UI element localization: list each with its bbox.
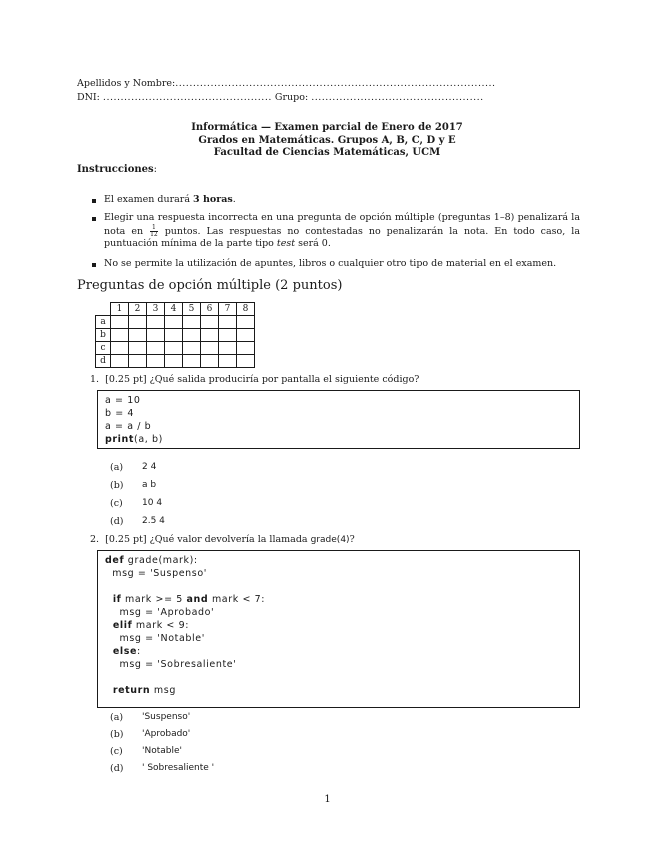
option-a[interactable]: (a) 2 4 bbox=[110, 462, 157, 473]
grid-col-header: 6 bbox=[201, 303, 219, 316]
bullet-icon bbox=[92, 217, 96, 221]
grid-row-header: b bbox=[96, 329, 111, 342]
answer-grid bbox=[95, 302, 255, 368]
dni-line bbox=[77, 92, 577, 103]
dni-dots: ................................................ bbox=[102, 92, 272, 103]
name-label: Apellidos y Nombre: bbox=[77, 78, 176, 89]
option-b[interactable]: (b) 'Aprobado' bbox=[110, 729, 191, 740]
name-line bbox=[77, 78, 577, 89]
option-d[interactable]: (d) 2.5 4 bbox=[110, 516, 165, 527]
answer-cell[interactable] bbox=[129, 316, 147, 329]
code-listing: def grade(mark): msg = 'Suspenso' if mark >= 5 and mark < 7: msg = 'Aprobado' elif mark < 9: msg = 'Notable' else: msg = 'Sobresaliente' return msg bbox=[105, 555, 266, 696]
answer-cell[interactable] bbox=[219, 355, 237, 368]
option-c[interactable]: (c) 10 4 bbox=[110, 498, 163, 509]
grid-col-header: 3 bbox=[147, 303, 165, 316]
answer-cell[interactable] bbox=[201, 329, 219, 342]
question-2: 2. [0.25 pt] ¿Qué valor devolvería la llamada grade(4)? bbox=[90, 534, 355, 545]
instructions-heading: Instrucciones: bbox=[77, 164, 158, 175]
answer-cell[interactable] bbox=[111, 355, 129, 368]
answer-cell[interactable] bbox=[111, 316, 129, 329]
answer-cell[interactable] bbox=[237, 355, 255, 368]
title-line-3: Facultad de Ciencias Matemáticas, UCM bbox=[213, 147, 441, 158]
grid-col-header: 8 bbox=[237, 303, 255, 316]
bullet-icon bbox=[92, 199, 96, 203]
answer-cell[interactable] bbox=[183, 316, 201, 329]
answer-cell[interactable] bbox=[183, 355, 201, 368]
answer-cell[interactable] bbox=[201, 342, 219, 355]
answer-cell[interactable] bbox=[201, 316, 219, 329]
bullet-icon bbox=[92, 263, 96, 267]
grid-col-header: 7 bbox=[219, 303, 237, 316]
grid-col-header: 5 bbox=[183, 303, 201, 316]
fraction: $\frac{1}{12}$ bbox=[150, 223, 158, 238]
option-b[interactable]: (b) a b bbox=[110, 480, 157, 491]
code-listing: a = 10 b = 4 a = a / b print(a, b) bbox=[105, 395, 163, 445]
option-a[interactable]: (a) 'Suspenso' bbox=[110, 712, 191, 723]
answer-cell[interactable] bbox=[219, 342, 237, 355]
code-block-2 bbox=[97, 550, 580, 708]
answer-cell[interactable] bbox=[183, 342, 201, 355]
option-d[interactable]: (d) ' Sobresaliente ' bbox=[110, 763, 215, 774]
group-label: Grupo: bbox=[274, 92, 309, 103]
answer-cell[interactable] bbox=[237, 329, 255, 342]
answer-cell[interactable] bbox=[111, 329, 129, 342]
exam-page: Apellidos y Nombre:........................................................................................... DNI: ................................................ Grupo: ................................................. Informática — Examen parcial de Enero de 2017 Grados en Matemáticas. Grupos A, B, C, D y E Facultad de Ciencias Matemáticas, UCM Instrucciones: El examen durará 3 horas. Elegir una respuesta incorrecta en una pregunta de opción múltiple (preguntas 1–8) penalizará la nota en $\frac{1}{12}$ puntos. Las respuestas no contestadas no penalizarán la nota. En todo caso, la puntuación mínima de la parte tipo test será 0. No se permite la utilización de apuntes, libros o cualquier otro tipo de material en el examen. Preguntas de opción múltiple (2 puntos) 1 2 3 4 5 6 7 8 a b c d 1. [0.25 pt] ¿Qué salida produciría por pantalla el siguiente código? a = 10 b = 4 a = a / b print(a, b) (a) 2 4 (b) a b (c) 10 4 (d) 2.5 4 2. [0.25 pt] ¿Qué valor devolvería la llamada grade(4)? def grade(mark): msg = 'Suspenso' if mark >= 5 and mark < 7: msg = 'Aprobado' elif mark < 9: msg = 'Notable' else: msg = 'Sobresaliente' return msg (a) 'Suspenso' (b) 'Aprobado' (c) 'Notable' (d) ' Sobresaliente ' 1 bbox=[0, 0, 655, 848]
grid-row-header: c bbox=[96, 342, 111, 355]
answer-cell[interactable] bbox=[237, 342, 255, 355]
question-1: 1. [0.25 pt] ¿Qué salida produciría por pantalla el siguiente código? bbox=[90, 374, 420, 385]
title-line-1: Informática — Examen parcial de Enero de 2017 bbox=[191, 122, 463, 133]
answer-cell[interactable] bbox=[147, 355, 165, 368]
title-line-2: Grados en Matemáticas. Grupos A, B, C, D y E bbox=[198, 134, 456, 146]
answer-cell[interactable] bbox=[237, 316, 255, 329]
section-title: Preguntas de opción múltiple (2 puntos) bbox=[77, 278, 343, 293]
code-block-1 bbox=[97, 390, 580, 449]
answer-cell[interactable] bbox=[111, 342, 129, 355]
answer-cell[interactable] bbox=[129, 355, 147, 368]
dni-label: DNI: bbox=[77, 92, 100, 103]
answer-cell[interactable] bbox=[201, 355, 219, 368]
grid-row-header: a bbox=[96, 316, 111, 329]
answer-cell[interactable] bbox=[165, 342, 183, 355]
answer-cell[interactable] bbox=[165, 329, 183, 342]
answer-cell[interactable] bbox=[147, 329, 165, 342]
grid-col-header: 1 bbox=[111, 303, 129, 316]
grid-row-header: d bbox=[96, 355, 111, 368]
answer-cell[interactable] bbox=[165, 316, 183, 329]
grid-col-header: 2 bbox=[129, 303, 147, 316]
answer-cell[interactable] bbox=[129, 329, 147, 342]
answer-cell[interactable] bbox=[183, 329, 201, 342]
option-c[interactable]: (c) 'Notable' bbox=[110, 746, 182, 757]
answer-cell[interactable] bbox=[129, 342, 147, 355]
answer-cell[interactable] bbox=[147, 316, 165, 329]
exam-title bbox=[77, 122, 577, 160]
answer-cell[interactable] bbox=[219, 329, 237, 342]
group-dots: ................................................. bbox=[311, 92, 484, 103]
answer-cell[interactable] bbox=[165, 355, 183, 368]
name-dots: ........................................................................................... bbox=[175, 78, 496, 89]
answer-cell[interactable] bbox=[147, 342, 165, 355]
page-number: 1 bbox=[324, 794, 331, 805]
answer-cell[interactable] bbox=[219, 316, 237, 329]
grid-col-header: 4 bbox=[165, 303, 183, 316]
